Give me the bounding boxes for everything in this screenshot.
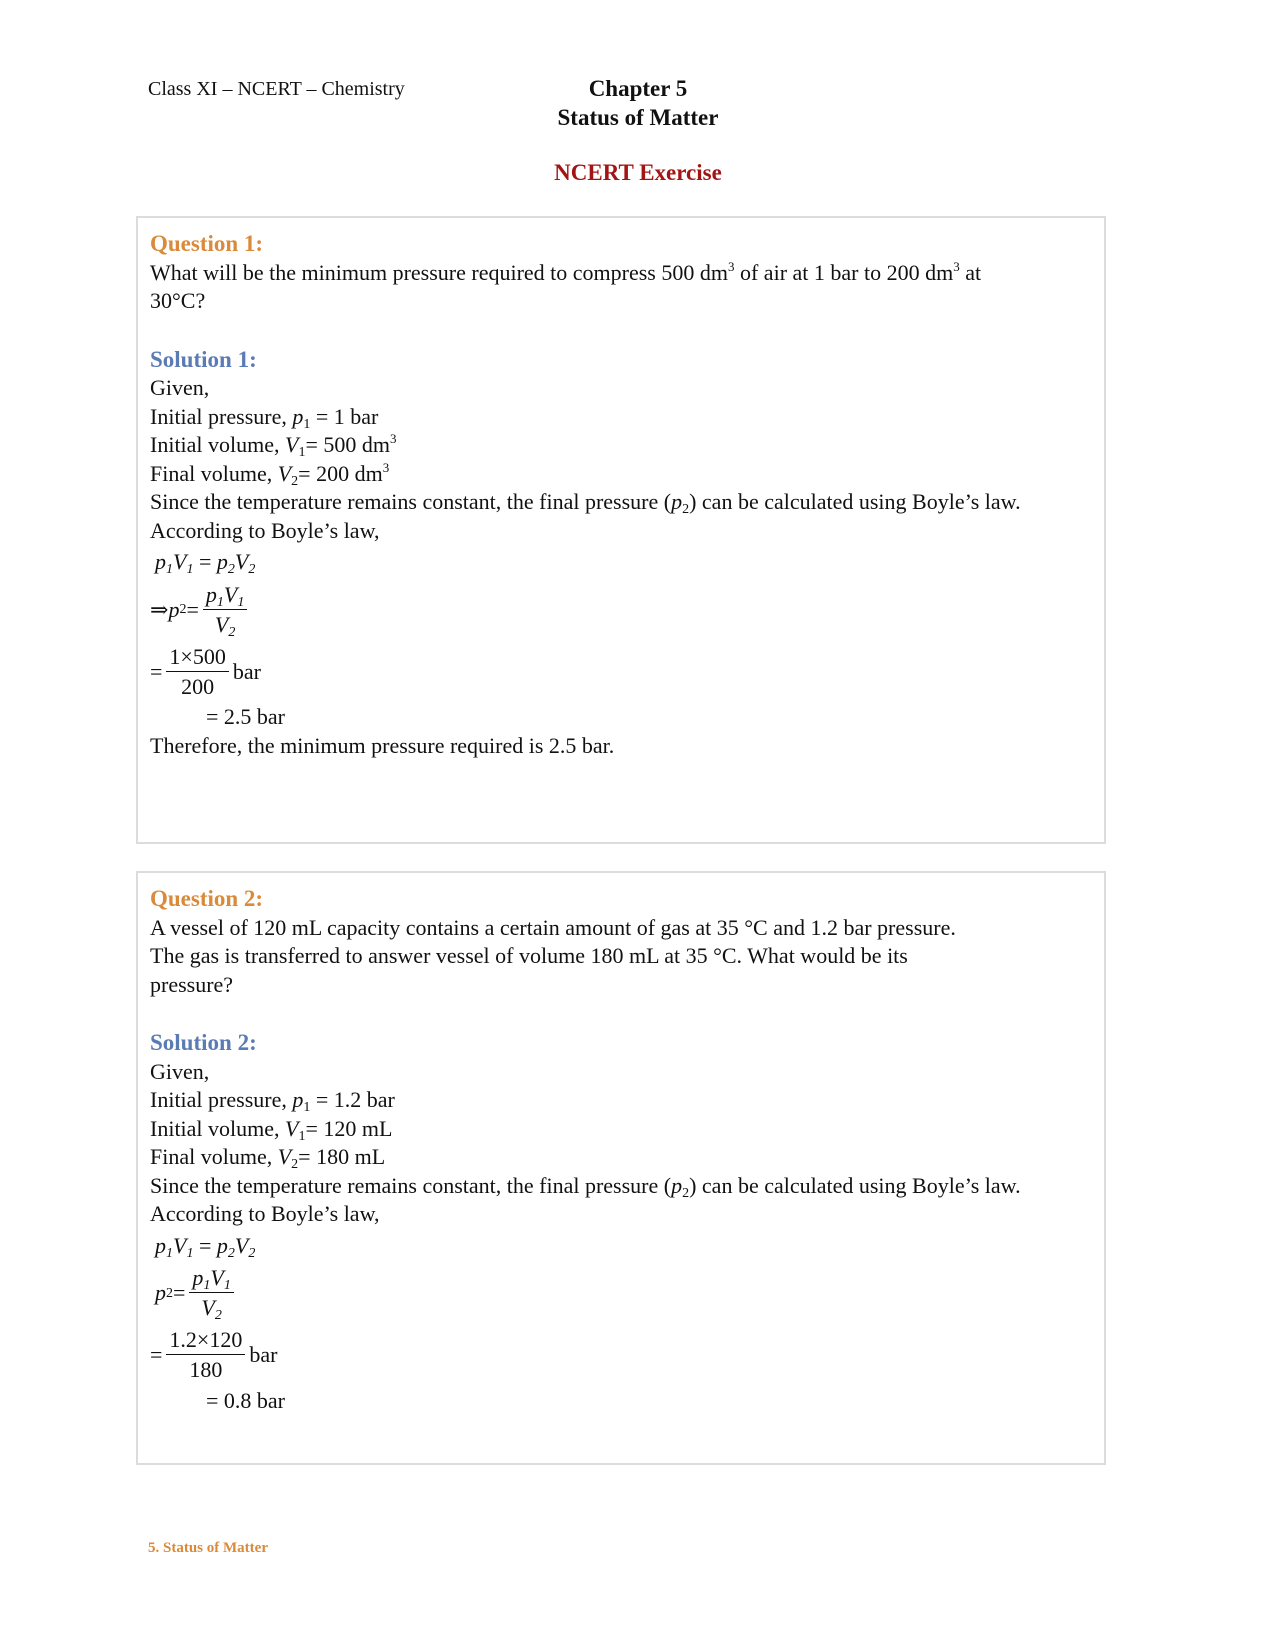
- question-1-text-cont: 30°C?: [150, 288, 206, 313]
- chapter-number: Chapter 5: [588, 76, 688, 101]
- solution-1-boyle-intro: According to Boyle’s law,: [150, 517, 380, 543]
- fraction: $\frac{p_1V_1}{V_2}$: [203, 581, 247, 640]
- fraction: $\frac{p_1V_1}{V_2}$: [189, 1264, 233, 1323]
- question-1-label: Question 1:: [150, 231, 264, 256]
- solution-2-label: Solution 2:: [150, 1030, 257, 1055]
- chapter-heading: [448, 74, 828, 132]
- page-footer: 5. Status of Matter: [148, 1540, 268, 1556]
- solution-2-explanation: Since the temperature remains constant, the final pressure $(p_2)$ can be calculated using Boyle’s law.: [150, 1172, 1021, 1201]
- question-2-text-1: A vessel of 120 mL capacity contains a certain amount of gas at 35 °C and 1.2 bar pressure.: [150, 914, 956, 940]
- question-2-box: [136, 871, 1106, 1465]
- document-header-left: Class XI – NCERT – Chemistry: [148, 78, 405, 100]
- solution-2-given: Given,: [150, 1058, 210, 1084]
- solution-1-substitution: = $\frac{1\times 500}{200}$ bar: [150, 641, 1092, 703]
- solution-1-result: = 2.5 bar: [206, 704, 285, 729]
- solution-2-result: = 0.8 bar: [206, 1387, 285, 1413]
- solution-2-substitution: = $\frac{1.2\times 120}{180}$ bar: [150, 1325, 1092, 1387]
- solution-1-final-volume: Final volume, $V_2= 200$ $dm^3$: [150, 459, 390, 489]
- solution-1-given: Given,: [150, 375, 210, 400]
- question-2-text-2: The gas is transferred to answer vessel of volume 180 mL at 35 °C. What would be its: [150, 943, 908, 968]
- solution-1-boyle-equation: $p_1V_1 = p_2V_2$: [155, 549, 256, 577]
- solution-2-rearranged: p 2 = $\frac{p_1V_1}{V_2}$: [150, 1263, 1092, 1325]
- question-1-text: What will be the minimum pressure required to compress 500 $dm^3$ of air at 1 bar to 200 $dm^3$ at: [150, 258, 982, 285]
- fraction: $\frac{1\times 500}{200}$: [166, 643, 228, 702]
- fraction: $\frac{1.2\times 120}{180}$: [166, 1326, 245, 1385]
- solution-2-boyle-intro: According to Boyle’s law,: [150, 1201, 380, 1226]
- exercise-title: NCERT Exercise: [554, 160, 722, 185]
- solution-2-initial-volume: Initial volume, $V_1= 120$ mL: [150, 1115, 393, 1144]
- solution-1-initial-volume: Initial volume, $V_1= 500$ $dm^3$: [150, 431, 397, 460]
- solution-1-conclusion: Therefore, the minimum pressure required is 2.5 bar.: [150, 732, 615, 758]
- solution-2-boyle-equation: $p_1V_1 = p_2V_2$: [155, 1232, 256, 1261]
- question-2-label: Question 2:: [150, 886, 264, 911]
- question-1-box: [136, 216, 1106, 844]
- solution-1-rearranged: ⇒ p 2 = $\frac{p_1V_1}{V_2}$: [150, 579, 1092, 641]
- solution-1-initial-pressure: Initial pressure, $p_1 = 1$ bar: [150, 403, 379, 432]
- solution-2-initial-pressure: Initial pressure, $p_1 = 1.2$ bar: [150, 1087, 395, 1115]
- solution-2-final-volume: Final volume, $V_2= 180$ mL: [150, 1144, 386, 1172]
- chapter-title: Status of Matter: [557, 105, 719, 130]
- question-2-text-3: pressure?: [150, 971, 234, 997]
- solution-1-label: Solution 1:: [150, 346, 257, 372]
- solution-1-explanation: Since the temperature remains constant, the final pressure $(p_2)$ can be calculated using Boyle’s law.: [150, 489, 1021, 517]
